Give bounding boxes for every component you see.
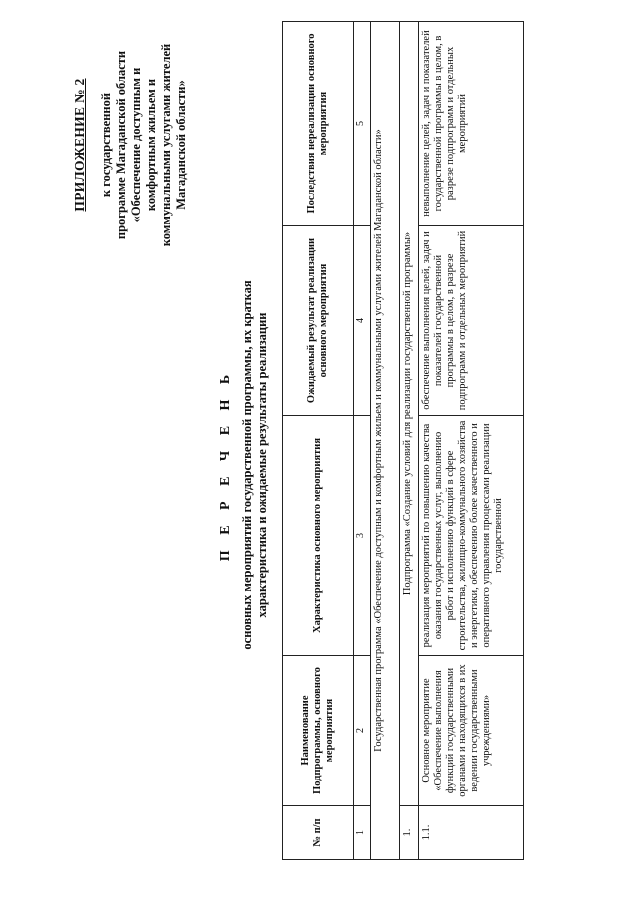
table-row	[419, 22, 524, 860]
heading-line: характеристика и ожидаемые результаты реализации	[255, 312, 269, 618]
row-result: обеспечение выполнения целей, задач и показателей государственной программы в целом, в разрезе подпрограмм и отдельных мероприятий	[419, 226, 524, 416]
column-numbers-row	[354, 22, 371, 860]
row-num: 1.1.	[419, 806, 524, 860]
row-consequence: невыполнение целей, задач и показателей государственной программы в целом, в разрезе подпрограмм и отдельных мероприятий	[419, 22, 524, 226]
appendix-line: «Обеспечение доступным и	[129, 67, 143, 223]
column-number: 1	[354, 806, 371, 860]
row-name: Основное мероприятие «Обеспечение выполнения функций государственными органами и находящихся в их ведении государственными учреждениями»	[419, 656, 524, 806]
column-number: 4	[354, 226, 371, 416]
column-number: 2	[354, 656, 371, 806]
heading-title: П Е Р Е Ч Е Н Ь	[218, 368, 233, 562]
appendix-block	[72, 40, 189, 250]
header-consequence: Последствия нереализации основного мероприятия	[283, 22, 354, 226]
appendix-line: Магаданской области»	[174, 80, 188, 210]
appendix-title: ПРИЛОЖЕНИЕ № 2	[72, 78, 87, 212]
document-heading	[218, 115, 270, 815]
appendix-line: коммунальными услугами жителей	[159, 43, 173, 247]
header-characteristic: Характеристика основного мероприятия	[283, 416, 354, 656]
appendix-line: программе Магаданской области	[114, 50, 128, 240]
subprogram-row	[400, 22, 419, 860]
row-characteristic: реализация мероприятий по повышению качества оказания государственных услуг, выполнению работ и исполнению функций в сфере строительства, жилищно-коммунального хозяйства и энергетики, обеспечению более качественного и оперативного управления процессами реализации государственной	[419, 416, 524, 656]
measures-table	[282, 21, 524, 860]
table-header-row	[283, 22, 354, 860]
subprogram-num: 1.	[400, 806, 419, 860]
appendix-line: к государственной	[99, 92, 113, 198]
column-number: 3	[354, 416, 371, 656]
subprogram-title: Подпрограмма «Создание условий для реализации государственной программы»	[400, 22, 419, 806]
column-number: 5	[354, 22, 371, 226]
header-result: Ожидаемый результат реализации основного мероприятия	[283, 226, 354, 416]
appendix-line: комфортным жильем и	[144, 78, 158, 212]
program-title: Государственная программа «Обеспечение доступным и комфортным жильем и коммунальными услугами жителей Магаданской области»	[371, 22, 400, 860]
header-name: Наименование Подпрограммы, основного мероприятия	[283, 656, 354, 806]
header-num: № п/п	[283, 806, 354, 860]
heading-line: основных мероприятий государственной программы, их краткая	[240, 280, 254, 650]
program-row	[371, 22, 400, 860]
